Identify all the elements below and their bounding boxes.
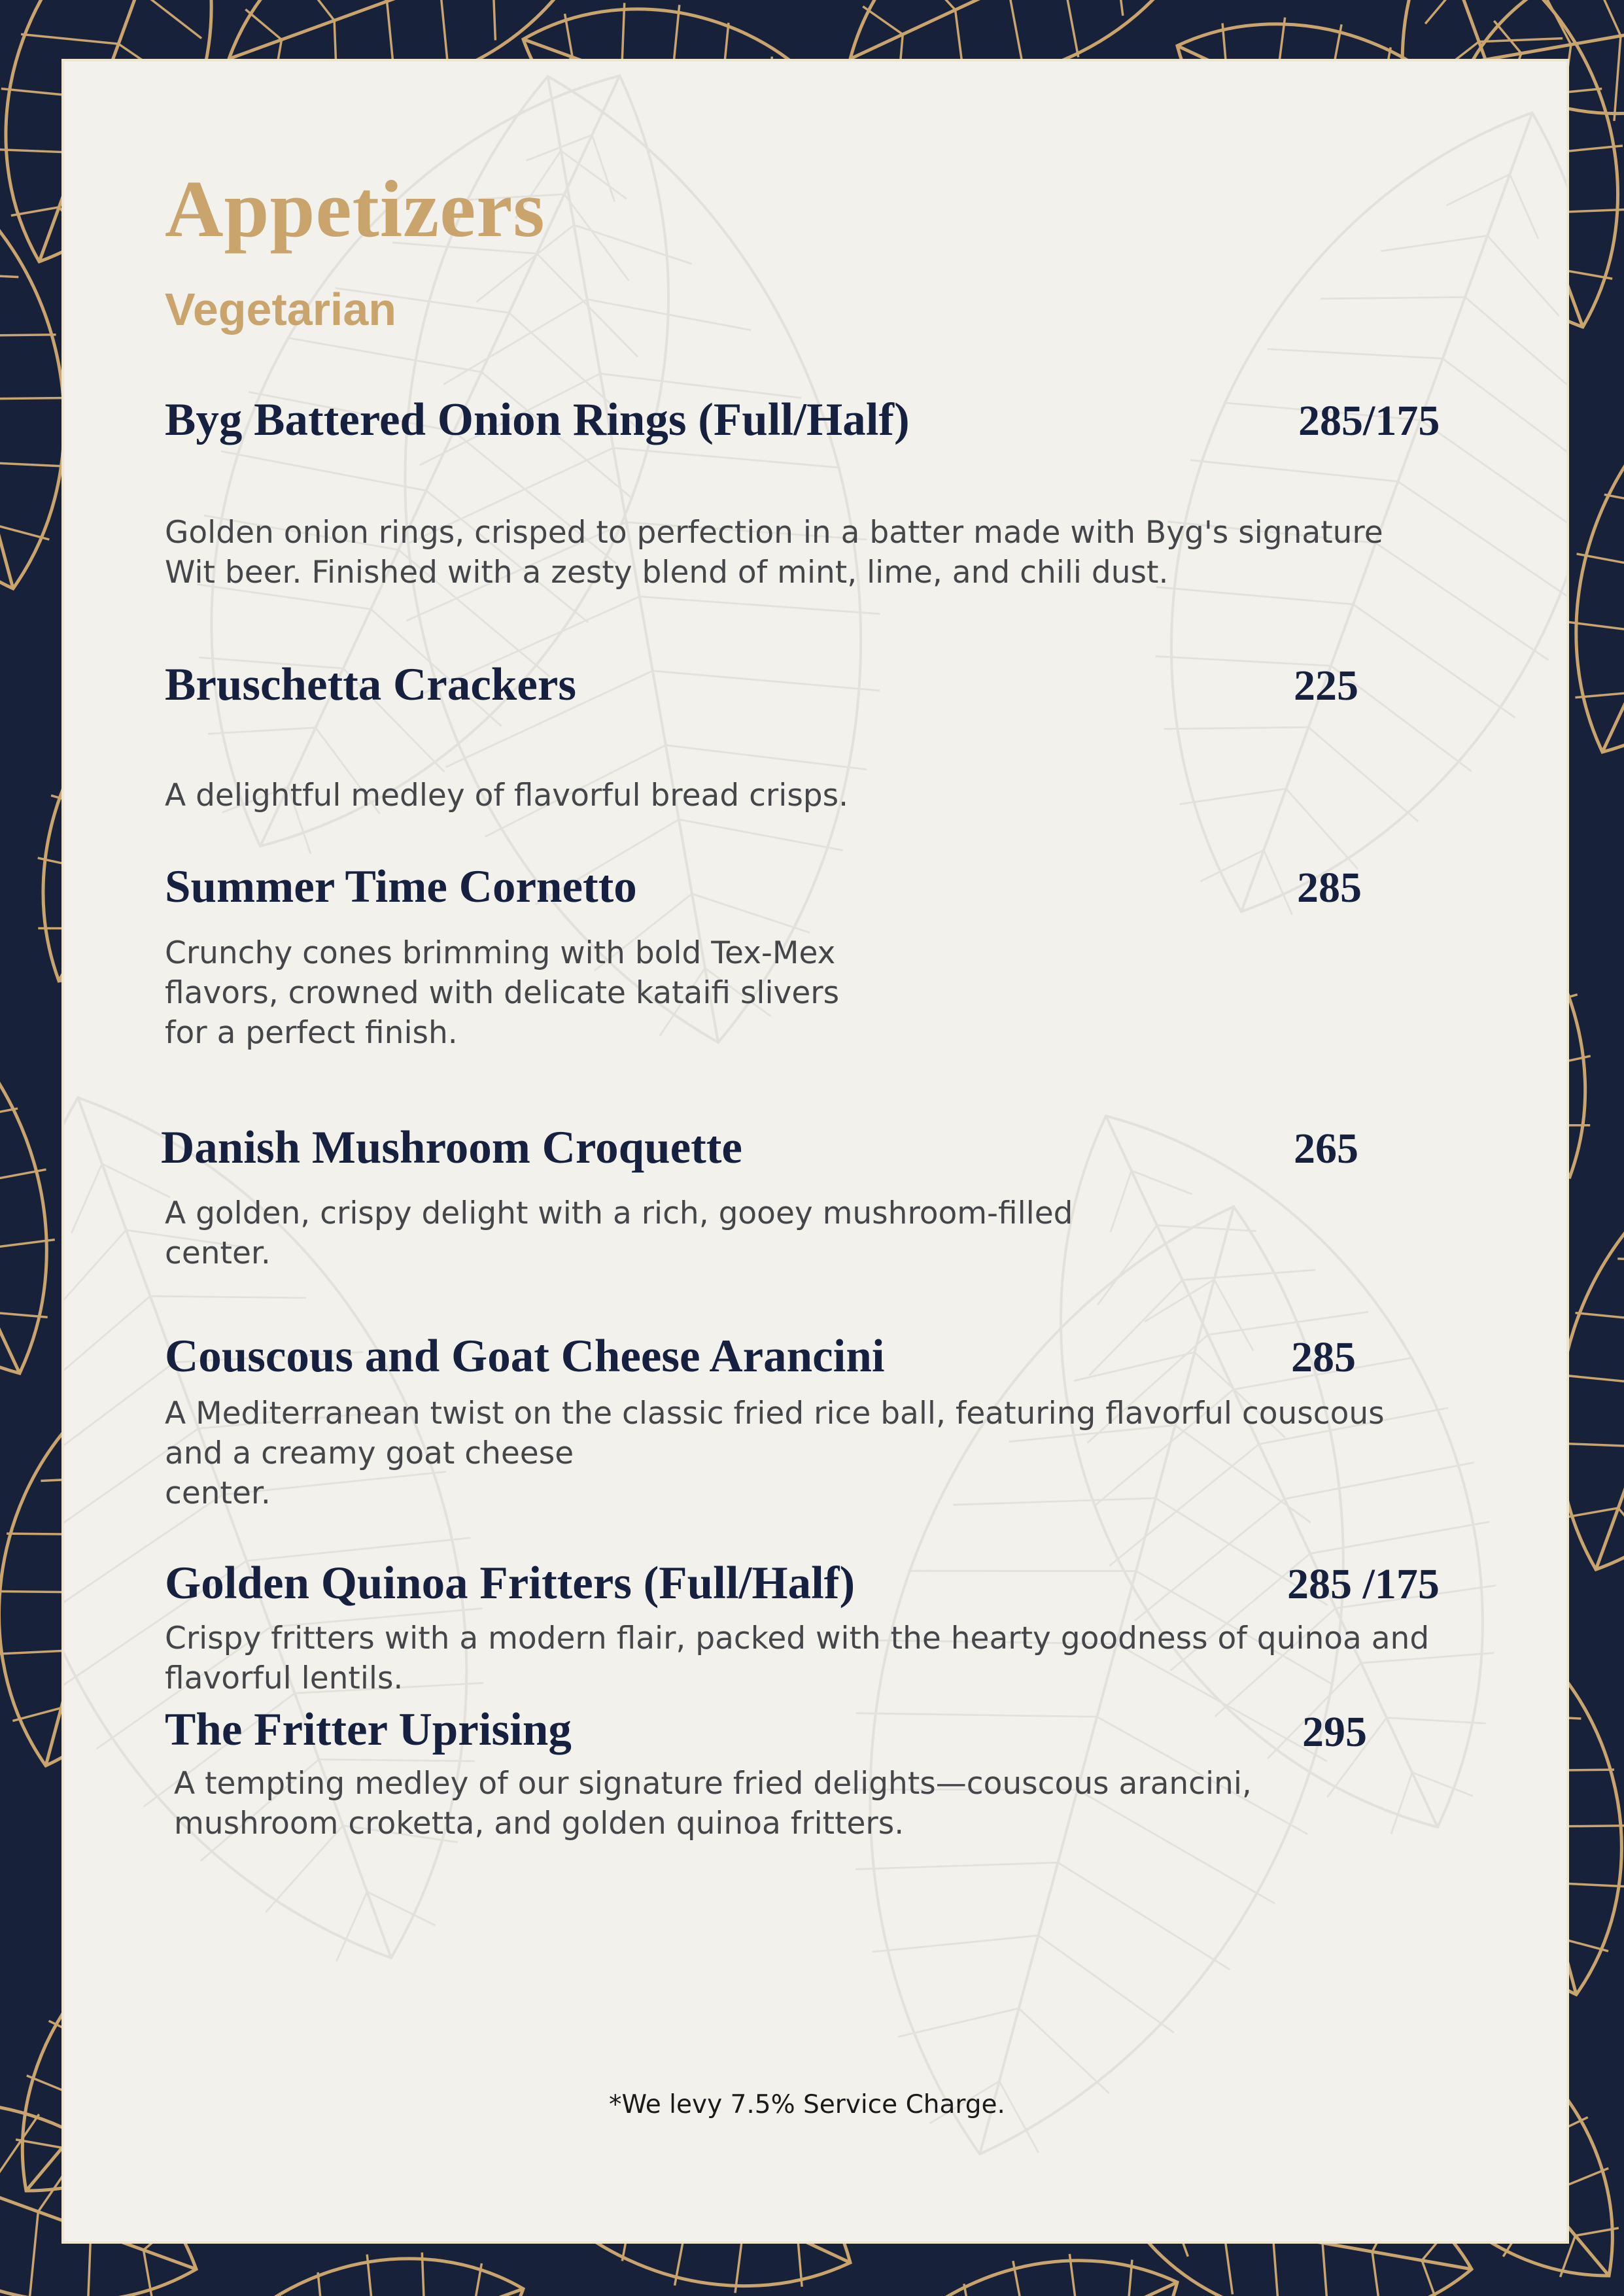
dish-name-golden-quinoa-fritters: Golden Quinoa Fritters (Full/Half) (165, 1558, 855, 1609)
dish-name-fritter-uprising: The Fritter Uprising (165, 1704, 572, 1755)
dish-price-summer-time-cornetto: 285 (1297, 864, 1362, 912)
dish-name-summer-time-cornetto: Summer Time Cornetto (165, 861, 637, 912)
dish-price-danish-mushroom-croquette: 265 (1294, 1125, 1358, 1173)
dish-price-golden-quinoa-fritters: 285 /175 (1287, 1560, 1440, 1608)
dish-description-summer-time-cornetto: Crunchy cones brimming with bold Tex-Mex flavors, crowned with delicate kataifi slivers for a perfect finish. (165, 935, 840, 1051)
dish-description-onion-rings: Golden onion rings, crisped to perfection in a batter made with Byg's signature Wit beer. Finished with a zesty blend of mint, lime, and chili dust. (165, 515, 1383, 591)
menu-title: Appetizers (165, 164, 545, 254)
dish-price-bruschetta-crackers: 225 (1294, 662, 1358, 710)
dish-description-couscous-arancini: A Mediterranean twist on the classic fried rice ball, featuring flavorful couscous and a creamy goat cheese center. (165, 1396, 1385, 1511)
service-charge-note: *We levy 7.5% Service Charge. (609, 2090, 1005, 2119)
dish-name-couscous-arancini: Couscous and Goat Cheese Arancini (165, 1331, 885, 1382)
dish-description-bruschetta-crackers: A delightful medley of flavorful bread crisps. (165, 778, 849, 814)
dish-description-danish-mushroom-croquette: A golden, crispy delight with a rich, gooey mushroom-filled center. (165, 1195, 1073, 1271)
dish-name-onion-rings: Byg Battered Onion Rings (Full/Half) (165, 394, 910, 445)
dish-price-couscous-arancini: 285 (1291, 1333, 1356, 1381)
dish-name-bruschetta-crackers: Bruschetta Crackers (165, 659, 576, 710)
dish-price-fritter-uprising: 295 (1302, 1708, 1367, 1756)
dish-price-onion-rings: 285/175 (1298, 397, 1440, 445)
menu-panel (64, 61, 1566, 2241)
dish-description-fritter-uprising: A tempting medley of our signature fried delights—couscous arancini, mushroom croketta, and golden quinoa fritters. (174, 1766, 1252, 1842)
menu-subtitle: Vegetarian (165, 284, 397, 335)
dish-name-danish-mushroom-croquette: Danish Mushroom Croquette (161, 1122, 742, 1173)
dish-description-golden-quinoa-fritters: Crispy fritters with a modern flair, packed with the hearty goodness of quinoa and flavorful lentils. (165, 1620, 1430, 1696)
